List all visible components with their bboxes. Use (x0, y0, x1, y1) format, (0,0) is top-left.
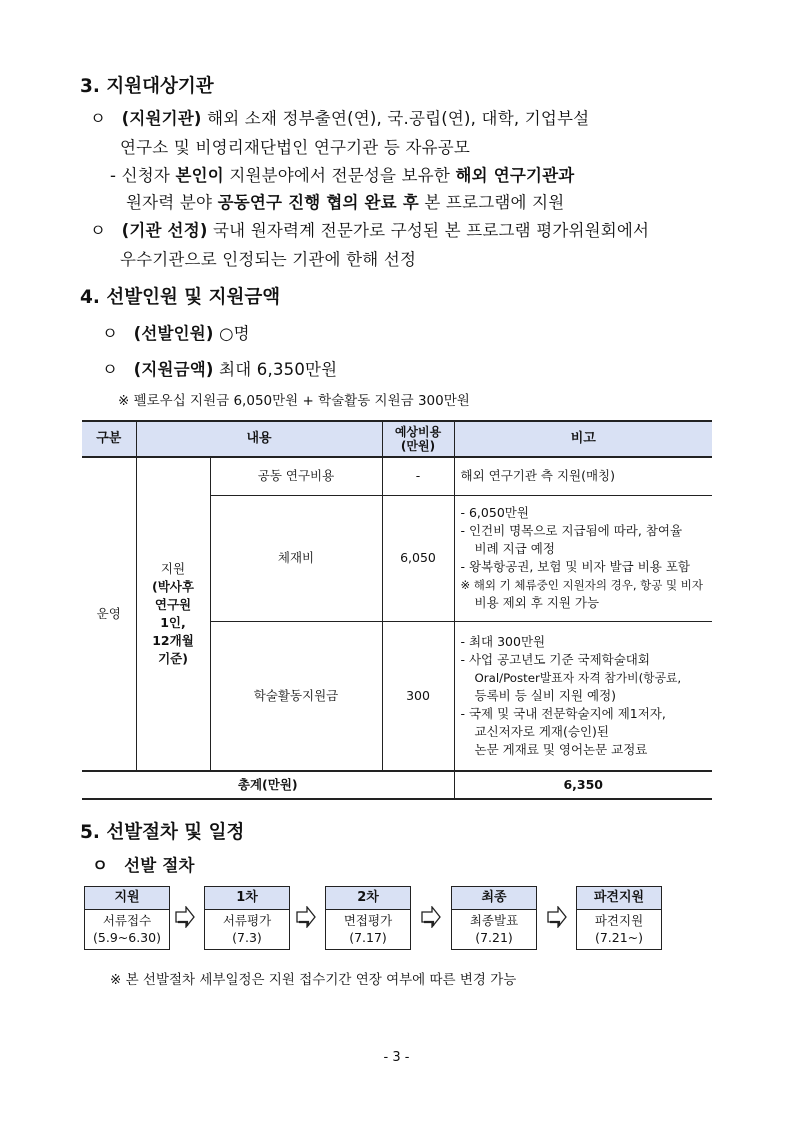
section-4-item-1: ㅇ (선발인원) ○명 (102, 324, 250, 343)
flow-step-1: 1차 서류평가 (7.3) (204, 886, 290, 950)
section-5-note: ※ 본 선발절차 세부일정은 지원 접수기간 연장 여부에 따른 변경 가능 (110, 972, 517, 988)
header-cost: 예상비용 (만원) (382, 421, 454, 457)
selection-flow (84, 886, 684, 956)
section-4-note: ※ 펠로우십 지원금 6,050만원 + 학술활동 지원금 300만원 (118, 393, 470, 409)
total-label: 총계(만원) (82, 771, 454, 799)
page-number: - 3 - (383, 1050, 410, 1065)
header-category: 구분 (82, 421, 136, 457)
section-3-bullet-1-cont: 연구소 및 비영리재단법인 연구기관 등 자유공모 (120, 138, 471, 157)
flow-step-final: 최종 최종발표 (7.21) (451, 886, 537, 950)
section-5-title: 5. 선발절차 및 일정 (80, 822, 245, 843)
support-cell: 지원 (박사후 연구원 1인, 12개월 기준) (136, 457, 210, 771)
arrow-right-icon (295, 906, 317, 928)
item-cell: 공동 연구비용 (210, 457, 382, 495)
section-4-title: 4. 선발인원 및 지원금액 (80, 287, 281, 308)
section-3-title: 3. 지원대상기관 (80, 76, 214, 97)
item-cell: 체재비 (210, 495, 382, 621)
flow-step-apply: 지원 서류접수 (5.9~6.30) (84, 886, 170, 950)
section-3-bullet-1: ㅇ (지원기관) 해외 소재 정부출연(연), 국.공립(연), 대학, 기업부설 (90, 109, 590, 128)
remark-cell: 해외 연구기관 측 지원(매칭) (454, 457, 712, 495)
arrow-right-icon (174, 906, 196, 928)
section-3-bullet-2-cont: 우수기관으로 인정되는 기관에 한해 선정 (120, 250, 417, 269)
funding-table (82, 420, 712, 800)
table-row (82, 457, 712, 495)
remark-cell: - 최대 300만원 - 사업 공고년도 기준 국제학술대회 Oral/Poster발표자 자격 참가비(항공료, 등록비 등 실비 지원 예정) - 국제 및 국내 전문학술지에 제1저자, 교신저자로 게재(승인)된 논문 게재료 및 영어논문 교정료 (454, 621, 712, 771)
cost-cell: 300 (382, 621, 454, 771)
cost-cell: - (382, 457, 454, 495)
flow-step-dispatch: 파견지원 파견지원 (7.21~) (576, 886, 662, 950)
section-3-sub-1: - 신청자 본인이 지원분야에서 전문성을 보유한 해외 연구기관과 (110, 166, 575, 185)
flow-step-2: 2차 면접평가 (7.17) (325, 886, 411, 950)
header-remark: 비고 (454, 421, 712, 457)
section-5-sub: ㅇ 선발 절차 (92, 856, 195, 875)
table-total-row (82, 771, 712, 799)
cost-cell: 6,050 (382, 495, 454, 621)
total-value: 6,350 (454, 771, 712, 799)
header-content: 내용 (136, 421, 382, 457)
item-cell: 학술활동지원금 (210, 621, 382, 771)
remark-cell: - 6,050만원 - 인건비 명목으로 지급됨에 따라, 참여율 비례 지급 예정 - 왕복항공권, 보험 및 비자 발급 비용 포함 ※ 해외 기 체류중인 지원자의 경우, 항공 및 비자 비용 제외 후 지원 가능 (454, 495, 712, 621)
arrow-right-icon (420, 906, 442, 928)
arrow-right-icon (546, 906, 568, 928)
section-3-bullet-2: ㅇ (기관 선정) 국내 원자력계 전문가로 구성된 본 프로그램 평가위원회에서 (90, 221, 650, 240)
section-4-item-2: ㅇ (지원금액) 최대 6,350만원 (102, 360, 338, 379)
category-cell: 운영 (82, 457, 136, 771)
section-3-sub-1-cont: 원자력 분야 공동연구 진행 협의 완료 후 본 프로그램에 지원 (126, 193, 565, 212)
table-header-row (82, 421, 712, 457)
